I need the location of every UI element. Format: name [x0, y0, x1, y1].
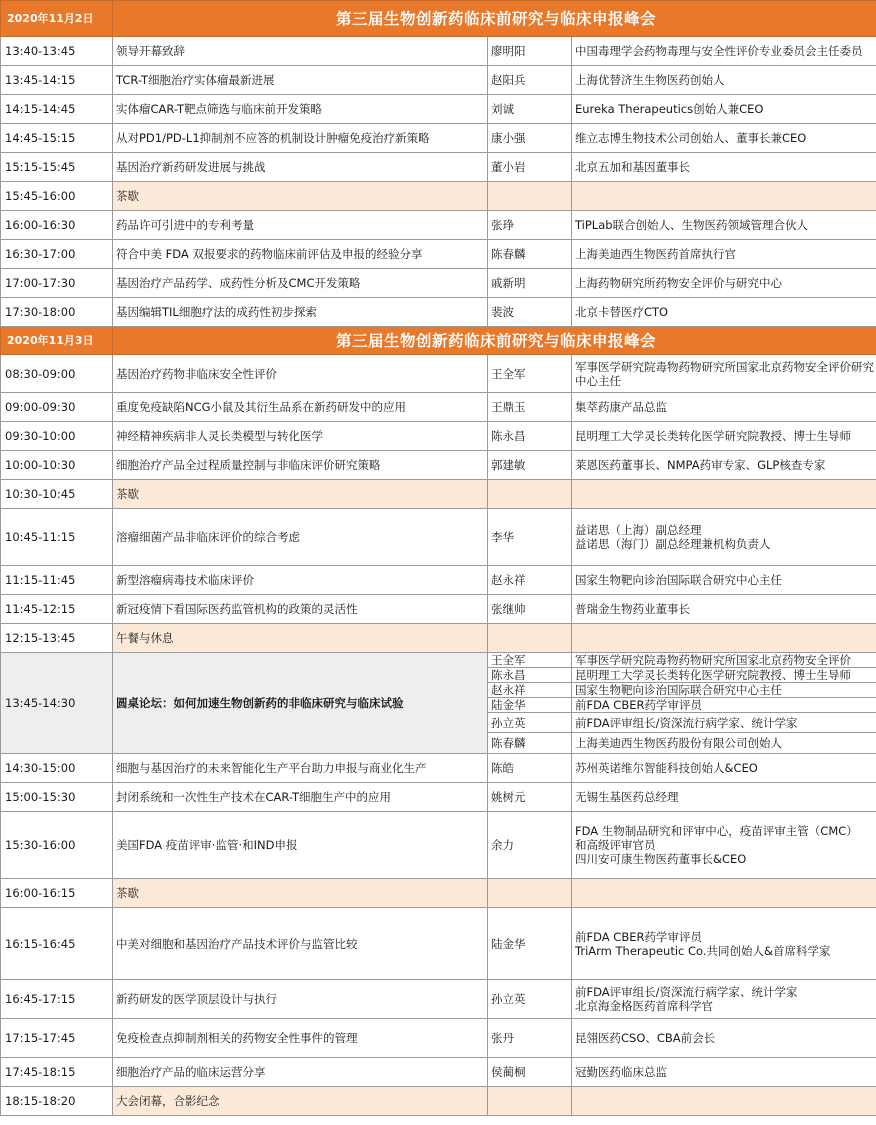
session-time: 15:00-15:30 [1, 783, 113, 812]
speaker-name: 赵阳兵 [488, 66, 572, 95]
speaker-name: 戚新明 [488, 269, 572, 298]
panelist-title: 上海美迪西生物医药股份有限公司创始人 [572, 733, 876, 754]
speaker-name: 赵永祥 [488, 566, 572, 595]
speaker-title: Eureka Therapeutics创始人兼CEO [572, 95, 876, 124]
session-row [1, 908, 876, 980]
panelist-name: 孙立英 [488, 713, 572, 733]
session-topic: 中美对细胞和基因治疗产品技术评价与监管比较 [113, 908, 488, 980]
speaker-name: 张琤 [488, 211, 572, 240]
break-row [1, 879, 876, 908]
session-topic: 新冠疫情下看国际医药监管机构的政策的灵活性 [113, 595, 488, 624]
session-topic: 领导开幕致辞 [113, 37, 488, 66]
speaker-title: 军事医学研究院毒物药物研究所国家北京药物安全评价研究中心主任 [572, 355, 876, 393]
session-row [1, 980, 876, 1019]
speaker-title-line: 四川安可康生物医药董事长&CEO [575, 852, 747, 866]
session-topic: 新型溶瘤病毒技术临床评价 [113, 566, 488, 595]
speaker-name: 陈永昌 [488, 422, 572, 451]
speaker-title [572, 509, 876, 566]
session-topic: 实体瘤CAR-T靶点筛选与临床前开发策略 [113, 95, 488, 124]
speaker-name: 陈春麟 [488, 240, 572, 269]
speaker-title: 中国毒理学会药物毒理与安全性评价专业委员会主任委员 [572, 37, 876, 66]
session-time: 17:00-17:30 [1, 269, 113, 298]
session-time: 14:30-15:00 [1, 754, 113, 783]
speaker-name: 裴波 [488, 298, 572, 327]
session-row [1, 211, 876, 240]
speaker-title: 北京卡替医疗CTO [572, 298, 876, 327]
session-time: 10:30-10:45 [1, 480, 113, 509]
session-time: 16:00-16:15 [1, 879, 113, 908]
session-time: 11:15-11:45 [1, 566, 113, 595]
session-time: 13:40-13:45 [1, 37, 113, 66]
session-topic: 细胞治疗产品全过程质量控制与非临床评价研究策略 [113, 451, 488, 480]
session-time: 17:45-18:15 [1, 1058, 113, 1087]
panelist-name: 王全军 [488, 653, 572, 668]
panelist-title: 昆明理工大学灵长类转化医学研究院教授、博士生导师 [572, 668, 876, 683]
speaker-title [572, 624, 876, 653]
panelist-title: 国家生物靶向诊治国际联合研究中心主任 [572, 683, 876, 698]
day-header-row [1, 327, 876, 355]
session-time: 16:00-16:30 [1, 211, 113, 240]
speaker-name: 张继帅 [488, 595, 572, 624]
session-time: 11:45-12:15 [1, 595, 113, 624]
session-topic: 圆桌论坛：如何加速生物创新药的非临床研究与临床试验 [113, 653, 488, 754]
session-row [1, 451, 876, 480]
session-time: 15:45-16:00 [1, 182, 113, 211]
speaker-name [488, 182, 572, 211]
day-header-row [1, 1, 876, 37]
conference-title: 第三届生物创新药临床前研究与临床申报峰会 [113, 327, 876, 355]
session-topic: 细胞治疗产品的临床运营分享 [113, 1058, 488, 1087]
panel-row [1, 653, 876, 668]
session-topic: 基因编辑TIL细胞疗法的成药性初步探索 [113, 298, 488, 327]
session-topic: 茶歇 [113, 879, 488, 908]
session-row [1, 298, 876, 327]
session-topic: 美国FDA 疫苗评审·监管·和IND申报 [113, 812, 488, 879]
session-row [1, 95, 876, 124]
day-date: 2020年11月3日 [1, 327, 113, 355]
session-row [1, 812, 876, 879]
speaker-name: 陆金华 [488, 908, 572, 980]
session-topic: 茶歇 [113, 480, 488, 509]
speaker-name: 王鼎玉 [488, 393, 572, 422]
session-topic: 大会闭幕，合影纪念 [113, 1087, 488, 1116]
session-topic: 免疫检查点抑制剂相关的药物安全性事件的管理 [113, 1019, 488, 1058]
session-row [1, 595, 876, 624]
session-time: 17:30-18:00 [1, 298, 113, 327]
session-topic: 茶歇 [113, 182, 488, 211]
speaker-title [572, 980, 876, 1019]
panelist-name: 陈永昌 [488, 668, 572, 683]
speaker-name [488, 1087, 572, 1116]
session-row [1, 509, 876, 566]
speaker-name: 余力 [488, 812, 572, 879]
speaker-title-line: 益诺思（海门）副总经理兼机构负责人 [575, 537, 771, 551]
speaker-title: 集萃药康产品总监 [572, 393, 876, 422]
session-time: 16:30-17:00 [1, 240, 113, 269]
speaker-title-line: TriArm Therapeutic Co.共同创始人&首席科学家 [575, 943, 831, 958]
session-time: 09:30-10:00 [1, 422, 113, 451]
session-time: 12:15-13:45 [1, 624, 113, 653]
speaker-title: 北京五加和基因董事长 [572, 153, 876, 182]
session-row [1, 422, 876, 451]
session-topic: 药品许可引进中的专利考量 [113, 211, 488, 240]
session-row [1, 393, 876, 422]
session-time: 13:45-14:15 [1, 66, 113, 95]
speaker-title: 上海优替济生生物医药创始人 [572, 66, 876, 95]
panelist-name: 赵永祥 [488, 683, 572, 698]
speaker-name: 王全军 [488, 355, 572, 393]
speaker-name: 孙立英 [488, 980, 572, 1019]
session-row [1, 783, 876, 812]
speaker-title [572, 1087, 876, 1116]
session-topic: 细胞与基因治疗的未来智能化生产平台助力申报与商业化生产 [113, 754, 488, 783]
session-topic: 神经精神疾病非人灵长类模型与转化医学 [113, 422, 488, 451]
speaker-title: 昆明理工大学灵长类转化医学研究院教授、博士生导师 [572, 422, 876, 451]
speaker-title: 普瑞金生物药业董事长 [572, 595, 876, 624]
session-time: 16:15-16:45 [1, 908, 113, 980]
agenda-body [1, 1, 876, 1116]
session-time: 10:00-10:30 [1, 451, 113, 480]
panelist-name: 陈春麟 [488, 733, 572, 754]
session-row [1, 269, 876, 298]
speaker-title-line: 益诺思（上海）副总经理 [575, 523, 702, 537]
session-row [1, 153, 876, 182]
session-time: 14:45-15:15 [1, 124, 113, 153]
speaker-title: 莱恩医药董事长、NMPA药审专家、GLP核查专家 [572, 451, 876, 480]
session-topic: 重度免疫缺陷NCG小鼠及其衍生品系在新药研发中的应用 [113, 393, 488, 422]
session-topic: 封闭系统和一次性生产技术在CAR-T细胞生产中的应用 [113, 783, 488, 812]
session-time: 17:15-17:45 [1, 1019, 113, 1058]
speaker-name: 郭建敏 [488, 451, 572, 480]
session-topic: 基因治疗新药研发进展与挑战 [113, 153, 488, 182]
speaker-title: 维立志博生物技术公司创始人、董事长兼CEO [572, 124, 876, 153]
session-topic: 基因治疗药物非临床安全性评价 [113, 355, 488, 393]
session-time: 15:30-16:00 [1, 812, 113, 879]
speaker-name [488, 624, 572, 653]
session-row [1, 240, 876, 269]
panelist-title: 前FDA CBER药学审评员 [572, 698, 876, 713]
session-row [1, 66, 876, 95]
speaker-name: 姚树元 [488, 783, 572, 812]
session-row [1, 124, 876, 153]
speaker-name: 廖明阳 [488, 37, 572, 66]
speaker-title: 冠勤医药临床总监 [572, 1058, 876, 1087]
session-topic: 基因治疗产品药学、成药性分析及CMC开发策略 [113, 269, 488, 298]
speaker-title-line: 前FDA评审组长/资深流行病学家、统计学家 [575, 985, 798, 999]
session-time: 10:45-11:15 [1, 509, 113, 566]
session-time: 09:00-09:30 [1, 393, 113, 422]
session-time: 18:15-18:20 [1, 1087, 113, 1116]
break-row [1, 480, 876, 509]
session-topic: TCR-T细胞治疗实体瘤最新进展 [113, 66, 488, 95]
session-row [1, 1019, 876, 1058]
session-row [1, 355, 876, 393]
session-time: 16:45-17:15 [1, 980, 113, 1019]
day-date: 2020年11月2日 [1, 1, 113, 37]
session-topic: 新药研发的医学顶层设计与执行 [113, 980, 488, 1019]
speaker-title [572, 812, 876, 879]
speaker-title [572, 879, 876, 908]
speaker-name [488, 879, 572, 908]
speaker-name: 侯蔺桐 [488, 1058, 572, 1087]
speaker-name: 张丹 [488, 1019, 572, 1058]
panelist-name: 陆金华 [488, 698, 572, 713]
session-time: 08:30-09:00 [1, 355, 113, 393]
session-topic: 午餐与休息 [113, 624, 488, 653]
speaker-title: TiPLab联合创始人、生物医药领域管理合伙人 [572, 211, 876, 240]
speaker-title [572, 908, 876, 980]
break-row [1, 1087, 876, 1116]
speaker-title: 国家生物靶向诊治国际联合研究中心主任 [572, 566, 876, 595]
speaker-name [488, 480, 572, 509]
panelist-title: 军事医学研究院毒物药物研究所国家北京药物安全评价 [572, 653, 876, 668]
speaker-title-line: 和高级评审官员 [575, 838, 656, 852]
speaker-name: 刘诚 [488, 95, 572, 124]
session-row [1, 566, 876, 595]
speaker-name: 李华 [488, 509, 572, 566]
speaker-title: 昆翎医药CSO、CBA前会长 [572, 1019, 876, 1058]
speaker-title: 无锡生基医药总经理 [572, 783, 876, 812]
speaker-name: 康小强 [488, 124, 572, 153]
speaker-title: 上海药物研究所药物安全评价与研究中心 [572, 269, 876, 298]
session-topic: 符合中美 FDA 双报要求的药物临床前评估及申报的经验分享 [113, 240, 488, 269]
session-row [1, 37, 876, 66]
break-row [1, 182, 876, 211]
speaker-title [572, 480, 876, 509]
panelist-title: 前FDA评审组长/资深流行病学家、统计学家 [572, 713, 876, 733]
session-time: 13:45-14:30 [1, 653, 113, 754]
speaker-name: 陈皓 [488, 754, 572, 783]
speaker-title: 上海美迪西生物医药首席执行官 [572, 240, 876, 269]
speaker-title-line: 前FDA CBER药学审评员 [575, 929, 702, 944]
session-topic: 溶瘤细菌产品非临床评价的综合考虑 [113, 509, 488, 566]
speaker-title-line: 北京海金格医药首席科学官 [575, 999, 713, 1013]
speaker-title-line: FDA 生物制品研究和评审中心，疫苗评审主管（CMC） [575, 824, 858, 838]
conference-title: 第三届生物创新药临床前研究与临床申报峰会 [113, 1, 876, 37]
session-row [1, 1058, 876, 1087]
speaker-title: 苏州英诺维尔智能科技创始人&CEO [572, 754, 876, 783]
session-row [1, 754, 876, 783]
session-time: 15:15-15:45 [1, 153, 113, 182]
session-time: 14:15-14:45 [1, 95, 113, 124]
session-topic: 从对PD1/PD-L1抑制剂不应答的机制设计肿瘤免疫治疗新策略 [113, 124, 488, 153]
speaker-name: 董小岩 [488, 153, 572, 182]
break-row [1, 624, 876, 653]
speaker-title [572, 182, 876, 211]
